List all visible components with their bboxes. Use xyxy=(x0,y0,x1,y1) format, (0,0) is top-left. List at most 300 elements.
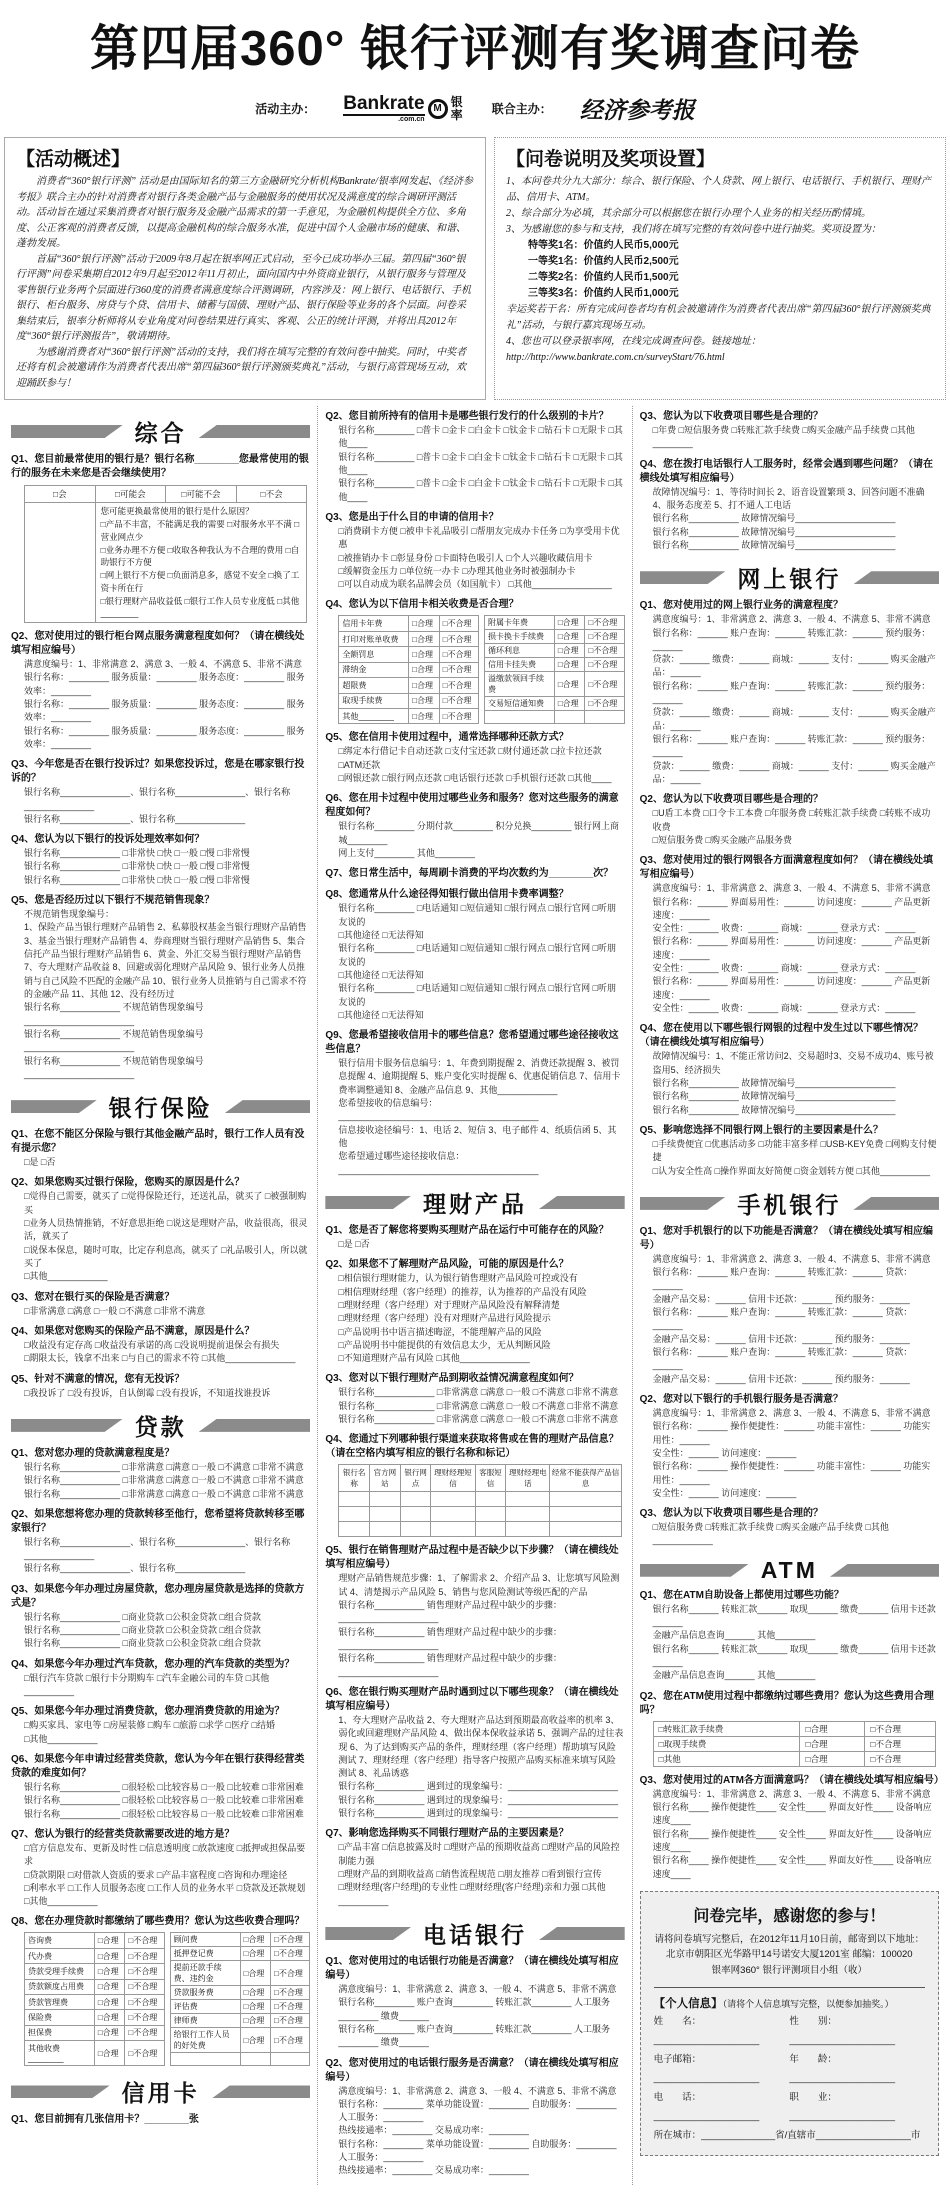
checkbox-option-line[interactable]: □其他__________ xyxy=(24,1896,98,1907)
question-title: Q4、您在使用以下哪些银行网银的过程中发生过以下哪些情况？（请在横线处填写相应编号） xyxy=(639,1023,923,1049)
fee-unreasonable-cell[interactable]: □不合理 xyxy=(125,1979,164,1994)
grid-fill-cell[interactable] xyxy=(550,1492,621,1507)
fee-row xyxy=(25,1979,165,1994)
fill-in-line[interactable]: 银行名称______________、银行名称______________、银行名称______________ xyxy=(24,1536,291,1561)
grid-fill-cell[interactable] xyxy=(475,1522,506,1537)
fee-reasonable-cell[interactable]: □合理 xyxy=(94,2025,125,2040)
checkbox-option-line[interactable]: □手续费便宜 □优惠活动多 □功能丰富多样 □USB-KEY免费 □网购支付便捷 xyxy=(652,1138,937,1163)
prize-line: 一等奖1名：价值约人民币2,500元 xyxy=(527,256,679,267)
section-title: 银行保险 xyxy=(108,1095,213,1122)
question-title: Q4、您在拨打电话银行人工服务时，经常会遇到哪些问题？（请在横线处填写相应编号） xyxy=(639,458,933,484)
fill-in-line[interactable]: 银行名称：______ 操作便捷性：______ 功能丰富性：______ 功能实用性：______ xyxy=(652,1421,931,1445)
fill-in-line[interactable]: 银行名称：______ 界面易用性：______ 访问速度：______ 产品更新速度：______ xyxy=(652,896,931,920)
fee-row xyxy=(339,631,479,646)
grid-fill-cell[interactable] xyxy=(431,1522,475,1537)
checkbox-option-line[interactable]: □短信服务费 □转账汇款手续费 □购买金融产品手续费 □其他____________ xyxy=(652,1522,889,1546)
fill-in-line[interactable]: 银行名称______ 转账汇款______ 取现______ 缴费______ 信用卡还款______ xyxy=(652,1643,936,1667)
instruction-line: 2、综合部分为必填，其余部分可以根据您在银行办理个人业务的相关经历酌情填。 xyxy=(505,208,871,219)
fill-in-line[interactable]: 银行名称____ 操作便捷性____ 安全性____ 界面友好性____ 设备响应速度____ xyxy=(652,1801,932,1826)
fill-in-line[interactable]: 银行名称____ 操作便捷性____ 安全性____ 界面友好性____ 设备响应速度____ xyxy=(652,1828,932,1852)
personal-field[interactable]: 姓 名：____________________ xyxy=(653,2015,760,2046)
checkbox-option-line[interactable]: 银行名称____________ □很轻松 □比较容易 □一般 □比较难 □非常困难 xyxy=(24,1808,304,1819)
fill-in-line[interactable]: 银行名称__________ 销售理财产品过程中缺少的步骤：____________________ xyxy=(338,1626,562,1650)
fee-tables xyxy=(338,615,624,724)
fill-in-line[interactable]: 银行名称：______ 账户查询：______ 转账汇款：______ 贷款：______ xyxy=(652,1267,913,1291)
fee-unreasonable-cell[interactable]: □不合理 xyxy=(271,1933,310,1947)
checkbox-option-line[interactable]: □产品不丰富，不能满足我的需要 □对服务水平不满 □营业网点少 xyxy=(100,519,300,542)
grid-fill-cell[interactable] xyxy=(431,1507,475,1522)
question xyxy=(325,867,624,881)
checkbox-option-line[interactable]: □是 □否 xyxy=(24,1157,56,1168)
fill-in-line[interactable]: 贷款：______ 缴费：______ 商城：______ 支付：______ 购买金融产品：______ xyxy=(652,760,936,784)
fill-in-line[interactable]: 热线接通率：________ 交易成功率：________ xyxy=(338,2125,529,2136)
checkbox-option-line[interactable]: 银行名称____________ □非常快 □快 □一般 □慢 □非常慢 xyxy=(24,861,250,872)
checkbox-option-line[interactable]: 银行名称________ □普卡 □金卡 □白金卡 □钛金卡 □钻石卡 □无限卡 □其他____ xyxy=(338,478,623,502)
fee-unreasonable-cell[interactable]: □不合理 xyxy=(439,616,478,631)
question-title: Q8、您在办理贷款时都缴纳了哪些费用？您认为这些收费合理吗？ xyxy=(11,1916,305,1928)
fee-reasonable-cell[interactable]: □合理 xyxy=(554,658,585,672)
question-title: Q7、影响您选择购买不同银行理财产品的主要因素是？ xyxy=(325,1828,569,1840)
fee-reasonable-cell[interactable]: □合理 xyxy=(240,1961,271,1986)
fill-in-line[interactable]: 银行名称__________ 遇到过的现象编号：______________________ xyxy=(338,1781,619,1792)
fee-reasonable-cell[interactable]: □合理 xyxy=(554,697,585,711)
checkbox-option-line[interactable]: □网上银行不方便 □负面消息多，感觉不安全 □换了工资卡所在行 xyxy=(100,570,300,593)
fill-in-line[interactable]: 您希望通过哪些途径接收信息：________________________________________ xyxy=(338,1151,539,1175)
checkbox-option-line[interactable]: □相信理财经理（客户经理）的推荐，认为推荐的产品没有风险 xyxy=(338,1286,587,1297)
checkbox-option-line[interactable]: □年费 □短信服务费 □转账汇款手续费 □购买金融产品手续费 □其他________ xyxy=(652,425,915,449)
grid-fill-cell[interactable] xyxy=(475,1507,506,1522)
fill-in-line[interactable]: 您希望接收的信息编号：________________________________________ xyxy=(338,1098,539,1122)
grid-fill-cell[interactable] xyxy=(370,1522,401,1537)
fill-in-line[interactable]: 金融产品信息查询______ 其他________ xyxy=(652,1630,816,1641)
fee-unreasonable-cell[interactable]: □不合理 xyxy=(585,672,624,697)
section-bar-left-decoration xyxy=(11,2085,110,2098)
fee-name-cell: 循环利息 xyxy=(485,644,555,658)
checkbox-option-line[interactable]: □我投诉了 □没有投诉，自认倒霉 □没有投诉，不知道找谁投诉 xyxy=(24,1387,271,1398)
fill-in-line[interactable]: 金融产品交易：______ 信用卡还款：______ 预约服务：______ xyxy=(652,1293,910,1304)
checkbox-option-line[interactable]: □收益没有定存高 □收益没有承诺的高 □没说明提前退保会有损失 xyxy=(24,1339,280,1350)
personal-field[interactable]: 电子邮箱：____________________ xyxy=(653,2053,760,2084)
fee-reasonable-cell[interactable]: □合理 xyxy=(554,644,585,658)
fill-in-line[interactable]: 银行名称__________ 故障情况编号____________________ xyxy=(652,1091,896,1102)
checkbox-option-line[interactable]: □业务办理不方便 □收取各种我认为不合理的费用 □自助银行不方便 xyxy=(100,544,300,568)
checkbox-option-line[interactable]: 银行名称________ □普卡 □金卡 □白金卡 □钛金卡 □钻石卡 □无限卡 □其他____ xyxy=(338,451,623,475)
checkbox-option-line[interactable]: □被推销办卡 □彰显身份 □卡面特色吸引人 □个人兴趣收藏信用卡 xyxy=(338,552,593,563)
checkbox-option-line[interactable]: 银行名称____________ □非常满意 □满意 □一般 □不满意 □非常不满意 xyxy=(24,1475,304,1486)
atm-fee-table xyxy=(653,1721,936,1767)
checkbox-option-line[interactable]: 银行名称____________ □非常满意 □满意 □一般 □不满意 □非常不满意 xyxy=(338,1400,619,1411)
checkbox-option-line[interactable]: □官方信息发布、更新及时性 □信息透明度 □放款速度 □抵押或担保品要求 xyxy=(24,1842,306,1867)
fill-in-line[interactable]: 银行名称__________ 销售理财产品过程中缺少的步骤：____________________ xyxy=(338,1600,562,1624)
fee-reasonable-cell[interactable]: □合理 xyxy=(94,1933,125,1948)
question-title: Q4、您认为以下信用卡相关收费是否合理？ xyxy=(325,599,519,611)
fee-row xyxy=(170,2053,310,2066)
fee-unreasonable-cell[interactable]: □不合理 xyxy=(865,1736,936,1751)
checkbox-option-line[interactable]: □其他途径 □无法得知 xyxy=(338,969,424,980)
checkbox-option-line[interactable]: □消费刷卡方便 □被申卡礼品吸引 □帮朋友完成办卡任务 □为享受用卡优惠 xyxy=(338,525,620,550)
choice-option-cell[interactable]: □会 xyxy=(25,486,96,503)
checkbox-option-line[interactable]: 银行名称____________ □商业贷款 □公积金贷款 □组合贷款 xyxy=(24,1638,261,1649)
grid-fill-cell[interactable] xyxy=(550,1507,621,1522)
fee-reasonable-cell[interactable]: □合理 xyxy=(94,1964,125,1979)
fee-reasonable-cell[interactable]: □合理 xyxy=(800,1751,865,1766)
checkbox-option-line[interactable]: 银行名称____________ □很轻松 □比较容易 □一般 □比较难 □非常困难 xyxy=(24,1781,304,1792)
fee-unreasonable-cell[interactable]: □不合理 xyxy=(439,678,478,693)
section-bar-left-decoration xyxy=(325,1196,411,1209)
fill-in-line[interactable]: 银行名称________ 分期付款________ 积分兑换________ 银行网上商城________ xyxy=(338,821,619,845)
fee-unreasonable-cell[interactable]: □不合理 xyxy=(585,616,624,630)
checkbox-option-line[interactable]: □理财经理（客户经理）没有对理财产品进行风险提示 xyxy=(338,1313,551,1324)
bankrate-name: Bankrate xyxy=(343,93,425,115)
fee-reasonable-cell[interactable]: □合理 xyxy=(554,616,585,630)
fee-row xyxy=(25,1964,165,1979)
fill-in-line[interactable]: 银行名称__________ 故障情况编号____________________ xyxy=(652,539,896,550)
fee-reasonable-cell[interactable]: □合理 xyxy=(409,693,440,708)
grid-fill-cell[interactable] xyxy=(506,1507,550,1522)
personal-info-heading: 【个人信息】 xyxy=(653,1997,723,2010)
question-title: Q5、您是否经历过以下银行不规范销售现象？ xyxy=(11,895,215,907)
checkbox-option-line[interactable]: □不知道理财产品有风险 □其他______________ xyxy=(338,1353,530,1364)
checkbox-option-line[interactable]: □U盾工本费 □口令卡工本费 □年服务费 □转账汇款手续费 □转账不成功收费 xyxy=(652,808,931,832)
city-field-line[interactable]: 所在城市：______________省/直辖市__________________市 xyxy=(653,2129,921,2141)
checkbox-option-line[interactable]: □非常满意 □满意 □一般 □不满意 □非常不满意 xyxy=(24,1305,206,1316)
grid-fill-cell[interactable] xyxy=(339,1522,370,1537)
grid-fill-cell[interactable] xyxy=(400,1522,431,1537)
column-3 xyxy=(632,406,946,2185)
fee-unreasonable-cell[interactable]: □不合理 xyxy=(439,647,478,662)
fill-in-line[interactable]: 银行名称__________ 故障情况编号____________________ xyxy=(652,513,896,524)
fee-unreasonable-cell[interactable]: □不合理 xyxy=(125,1964,164,1979)
section-header-网上银行 xyxy=(640,561,939,594)
fee-reasonable-cell[interactable]: □合理 xyxy=(240,1947,271,1961)
personal-info-heading-row xyxy=(654,1994,925,2012)
grid-fill-cell[interactable] xyxy=(550,1522,621,1537)
fee-reasonable-cell[interactable]: □合理 xyxy=(94,1979,125,1994)
question-title: Q1、您在ATM自助设备上都使用过哪些功能？ xyxy=(639,1589,844,1601)
checkbox-option-line[interactable]: □产品丰富 □信息披露及时 □理财产品的预期收益高 □理财产品的风险控制能力强 xyxy=(338,1842,620,1866)
checkbox-option-line[interactable]: □其他____________ xyxy=(24,1271,108,1282)
checkbox-option-line[interactable]: □认为安全性高 □操作界面友好简便 □资金划转方便 □其他__________ xyxy=(652,1165,930,1176)
personal-field[interactable]: 年 龄：____________________ xyxy=(789,2053,895,2084)
fill-in-line[interactable]: 银行名称：______ 账户查询：______ 转账汇款：______ 预约服务：______ xyxy=(652,734,931,758)
fee-unreasonable-cell[interactable]: □不合理 xyxy=(865,1721,936,1736)
fill-in-line[interactable]: 金融产品交易：______ 信用卡还款：______ 预约服务：______ xyxy=(652,1373,910,1384)
fill-in-line[interactable]: 网上支付________ 其他________ xyxy=(338,848,475,858)
grid-header-row xyxy=(339,1465,621,1492)
personal-field[interactable]: 电 话：____________________ xyxy=(653,2091,760,2122)
question-title: Q2、如果您想将您办理的贷款转移至他行，您希望将贷款转移至哪家银行？ xyxy=(11,1508,305,1534)
fee-reasonable-cell[interactable]: □合理 xyxy=(240,2014,271,2028)
fee-unreasonable-cell[interactable]: □不合理 xyxy=(271,2028,310,2053)
fill-in-line[interactable]: 银行名称：________ 菜单功能设置：________ 自助服务：________ 人工服务：________ xyxy=(338,2098,617,2123)
fill-in-line[interactable]: 银行名称：______ 账户查询：______ 转账汇款：______ 贷款：______ xyxy=(652,1307,913,1331)
fee-reasonable-cell[interactable]: □合理 xyxy=(800,1736,865,1751)
fill-in-line[interactable]: 银行名称______________、银行名称______________ xyxy=(24,1563,246,1574)
fee-name-cell[interactable]: 其他________ xyxy=(339,708,409,723)
fee-name-cell: 贷款额度占用费 xyxy=(25,1979,95,1994)
question-title: Q4、您通过下列哪种银行渠道来获取将售或在售的理财产品信息？（请在空格内填写相应的银行名称和标记） xyxy=(325,1434,619,1460)
fill-in-line[interactable]: 贷款：______ 缴费：______ 商城：______ 支付：______ 购买金融产品：______ xyxy=(652,707,936,731)
question-title: Q4、您认为以下银行的投诉处理效率如何？ xyxy=(11,834,205,846)
intro-boxes xyxy=(4,137,946,400)
question xyxy=(325,511,624,592)
fill-in-line[interactable]: 银行名称__________ 销售理财产品过程中缺少的步骤：____________________ xyxy=(338,1653,562,1677)
fill-in-line[interactable]: 银行名称：________ 服务质量：________ 服务态度：________ 服务效率：________ xyxy=(24,725,305,749)
fee-name-cell: 附属卡年费 xyxy=(485,616,555,630)
grid-fill-cell[interactable] xyxy=(370,1507,401,1522)
personal-field[interactable]: 性 别：____________________ xyxy=(789,2015,895,2046)
fee-row xyxy=(339,616,479,631)
fill-in-line[interactable]: 银行信用卡服务信息编号：1、年费到期提醒 2、消费还款提醒 3、被罚息提醒 4、逾期提醒 5、账户变化实时提醒 6、优惠促销信息 7、信用卡费率调整通知 8、金融产品信息 9、其他____________ xyxy=(338,1058,621,1095)
fill-in-line[interactable]: 银行名称____ 操作便捷性____ 安全性____ 界面友好性____ 设备响应速度____ xyxy=(652,1855,932,1879)
question xyxy=(11,1828,310,1909)
checkbox-option-line[interactable]: □贷款期限 □对借款人资质的要求 □产品丰富程度 □咨询和办理途径 xyxy=(24,1869,288,1880)
fee-reasonable-cell[interactable]: □合理 xyxy=(94,2010,125,2025)
fee-reasonable-cell[interactable]: □合理 xyxy=(94,1994,125,2009)
fee-name-cell[interactable]: □转账汇款手续费 xyxy=(653,1721,800,1736)
fee-reasonable-cell[interactable]: □合理 xyxy=(240,1933,271,1947)
checkbox-option-line[interactable]: □觉得自己需要，就买了 □觉得保险还行，还送礼品，就买了 □被强制购买 xyxy=(24,1191,307,1215)
fill-in-line[interactable]: 贷款：______ 缴费：______ 商城：______ 支付：______ 购买金融产品：______ xyxy=(652,654,936,678)
fill-in-line[interactable]: 银行名称：________ 服务质量：________ 服务态度：________ 服务效率：________ xyxy=(24,698,305,723)
grid-fill-cell[interactable] xyxy=(339,1492,370,1507)
checkbox-option-line[interactable]: □相信银行理财能力，认为银行销售理财产品风险可控或没有 xyxy=(338,1273,578,1284)
question xyxy=(325,1224,624,1251)
fee-unreasonable-cell[interactable]: □不合理 xyxy=(271,2014,310,2028)
section-header-理财产品 xyxy=(325,1186,624,1219)
fill-in-line[interactable]: 安全性：______ 收费：______ 商城：______ 登录方式：______ xyxy=(652,1003,916,1013)
fill-in-line[interactable]: 安全性：______ 访问速度：______ xyxy=(652,1487,797,1498)
checkbox-option-line[interactable]: □网银还款 □银行网点还款 □电话银行还款 □手机银行还款 □其他____ xyxy=(338,773,612,784)
fee-unreasonable-cell[interactable]: □不合理 xyxy=(439,693,478,708)
fee-row xyxy=(25,1933,165,1948)
fill-in-line[interactable]: 银行名称：______ 账户查询：______ 转账汇款：______ 预约服务：______ xyxy=(652,627,931,651)
choice-option-cell[interactable]: □可能会 xyxy=(95,486,166,503)
fill-in-line[interactable]: 银行名称__________ 故障情况编号____________________ xyxy=(652,526,896,537)
column-1 xyxy=(4,406,317,2185)
grid-fill-cell[interactable] xyxy=(400,1492,431,1507)
fill-in-line[interactable]: 银行名称__________ 遇到过的现象编号：______________________ xyxy=(338,1794,619,1805)
fill-in-line[interactable]: 银行名称：______ 界面易用性：______ 访问速度：______ 产品更新速度：______ xyxy=(652,936,931,960)
fee-reasonable-cell[interactable]: □合理 xyxy=(409,708,440,723)
question xyxy=(11,1176,310,1283)
grid-fill-cell[interactable] xyxy=(400,1507,431,1522)
fee-unreasonable-cell[interactable]: □不合理 xyxy=(585,630,624,644)
fill-in-line[interactable]: 银行名称：________ 服务质量：________ 服务态度：________ 服务效率：________ xyxy=(24,672,305,696)
fee-unreasonable-cell[interactable]: □不合理 xyxy=(585,697,624,711)
personal-field-row xyxy=(654,2012,925,2050)
fill-in-line[interactable]: 银行名称：______ 界面易用性：______ 访问速度：______ 产品更新速度：______ xyxy=(652,976,931,1000)
checkbox-option-line[interactable]: □银行汽车贷款 □银行卡分期购车 □汽车金融公司的车贷 □其他__________ xyxy=(24,1672,270,1696)
checkbox-option-line[interactable]: □理财产品的到期收益高 □销售流程规范 □朋友推荐 □看到银行宣传 xyxy=(338,1869,602,1879)
checkbox-option-line[interactable]: □绑定本行借记卡自动还款 □支付宝还款 □财付通还款 □拉卡拉还款 □ATM还款 xyxy=(338,746,602,770)
fee-reasonable-cell[interactable]: □合理 xyxy=(409,662,440,677)
fill-in-line[interactable]: 银行名称______________、银行名称______________ xyxy=(24,813,246,824)
fee-reasonable-cell[interactable]: □合理 xyxy=(94,1948,125,1963)
fee-reasonable-cell[interactable]: □合理 xyxy=(240,2028,271,2053)
checkbox-option-line[interactable]: □银行理财产品收益低 □银行工作人员专业度低 □其他________ xyxy=(100,595,300,619)
fee-name-cell: 咨询费 xyxy=(25,1933,95,1948)
fee-name-cell: 顾问费 xyxy=(170,1933,240,1947)
checkbox-option-line[interactable]: □理财经理（客户经理）对于理财产品风险没有解释清楚 xyxy=(338,1299,560,1310)
fee-unreasonable-cell[interactable]: □不合理 xyxy=(585,644,624,658)
checkbox-option-line[interactable]: □利率水平 □工作人员服务态度 □工作人员的业务水平 □贷款及还款规划 xyxy=(24,1882,306,1893)
fee-name-cell: 交易短信通知费 xyxy=(485,697,555,711)
checkbox-option-line[interactable]: □理财经理(客户经理)的专业性 □理财经理(客户经理)亲和力强 □其他__________ xyxy=(338,1882,606,1906)
fee-row xyxy=(339,678,479,693)
fill-in-line[interactable]: 金融产品信息查询______ 其他________ xyxy=(652,1670,816,1681)
fill-in-line[interactable]: 银行名称__________ 故障情况编号____________________ xyxy=(652,1077,896,1088)
fee-reasonable-cell[interactable]: □合理 xyxy=(800,1721,865,1736)
checkbox-option-line[interactable]: 银行名称____________ □非常满意 □满意 □一般 □不满意 □非常不满意 xyxy=(24,1461,304,1472)
checkbox-option-line[interactable]: □可以自动成为联名品牌会员（如国航卡） □其他________________ xyxy=(338,579,612,590)
personal-field[interactable]: 职 业：____________________ xyxy=(789,2091,895,2122)
fill-in-line[interactable]: 金融产品交易：______ 信用卡还款：______ 预约服务：______ xyxy=(652,1333,910,1344)
fee-unreasonable-cell[interactable]: □不合理 xyxy=(439,708,478,723)
checkbox-option-line[interactable]: 银行名称____________ □非常快 □快 □一般 □慢 □非常慢 xyxy=(24,848,250,859)
checkbox-option-line[interactable]: 银行名称____________ □很轻松 □比较容易 □一般 □比较难 □非常困难 xyxy=(24,1795,304,1806)
fee-reasonable-cell[interactable]: □合理 xyxy=(94,2041,125,2066)
checkbox-option-line[interactable]: □购买家具、家电等 □房屋装修 □购车 □旅游 □求学 □医疗 □结婚 xyxy=(24,1720,276,1731)
fee-row xyxy=(170,2014,310,2028)
fee-reasonable-cell[interactable]: □合理 xyxy=(240,1986,271,2000)
fee-name-cell[interactable]: □取现手续费 xyxy=(653,1736,800,1751)
checkbox-option-line[interactable]: 银行名称____________ □商业贷款 □公积金贷款 □组合贷款 xyxy=(24,1625,261,1636)
question-title: Q6、如果您今年申请过经营类贷款，您认为今年在银行获得经营类贷款的难度如何？ xyxy=(11,1753,305,1779)
fill-in-line[interactable]: 银行名称______ 转账汇款______ 取现______ 缴费______ 信用卡还款______ xyxy=(652,1603,936,1628)
checkbox-option-line[interactable]: 银行名称________ □电话通知 □短信通知 □银行网点 □银行官网 □听朋友说的 xyxy=(338,903,617,927)
mailing-address-line: 银率网360° 银行评测项目小组（收） xyxy=(711,1965,867,1977)
checkbox-option-line[interactable]: 银行名称____________ □非常满意 □满意 □一般 □不满意 □非常不满意 xyxy=(338,1387,619,1398)
question xyxy=(325,792,624,860)
checkbox-option-line[interactable]: □缓解资金压力 □单位统一办卡 □办理其他业务时被强制办卡 xyxy=(338,565,576,576)
checkbox-option-line[interactable]: □期限太长，钱拿不出来 □与自己的需求不符 □其他______________ xyxy=(24,1353,296,1364)
section-title: 贷款 xyxy=(134,1413,187,1440)
fill-in-line[interactable]: 银行名称：______ 操作便捷性：______ 功能丰富性：______ 功能实用性：______ xyxy=(652,1461,931,1485)
fee-reasonable-cell[interactable]: □合理 xyxy=(409,678,440,693)
fill-in-line[interactable]: 银行名称________ 账户查询________ 转账汇款________ 人工服务________ 缴费______ xyxy=(338,2023,610,2048)
checkbox-option-line[interactable]: □其他途径 □无法得知 xyxy=(338,929,424,940)
fill-in-line[interactable]: 银行名称________ 账户查询________ 转账汇款________ 人工服务________ 缴费______ xyxy=(338,1997,610,2021)
fee-unreasonable-cell[interactable]: □不合理 xyxy=(125,2041,164,2066)
fee-reasonable-cell[interactable]: □合理 xyxy=(554,672,585,697)
question xyxy=(325,1686,624,1821)
grid-header-cell: 银行网点 xyxy=(400,1465,431,1492)
checkbox-option-line[interactable]: 银行名称________ □电话通知 □短信通知 □银行网点 □银行官网 □听朋友说的 xyxy=(338,943,617,967)
question-title: Q2、如果您购买过银行保险，您购买的原因是什么？ xyxy=(11,1177,245,1189)
fill-in-line[interactable]: 安全性：______ 收费：______ 商城：______ 登录方式：______ xyxy=(652,923,916,934)
section-title: 综合 xyxy=(134,420,187,446)
fee-reasonable-cell[interactable]: □合理 xyxy=(409,616,440,631)
fee-unreasonable-cell[interactable]: □不合理 xyxy=(271,1961,310,1986)
checkbox-option-line[interactable]: □其他__________ xyxy=(24,1733,98,1744)
fill-in-line[interactable]: 银行名称__________ 遇到过的现象编号：______________________ xyxy=(338,1808,619,1819)
note-line: 满意度编号：1、非常满意 2、满意 3、一般 4、不满意 5、非常不满意 xyxy=(652,614,931,625)
fee-name-cell: 提前还款手续费、违约金 xyxy=(170,1961,240,1986)
question-title: Q7、您认为银行的经营类贷款需要改进的地方是？ xyxy=(11,1828,235,1840)
fee-name-cell[interactable]: □其他 xyxy=(653,1751,800,1766)
fill-in-line[interactable]: 银行名称__________ 故障情况编号____________________ xyxy=(652,1104,896,1115)
fill-in-line[interactable]: 银行名称____________ 不规范销售现象编号______________________ xyxy=(24,1055,204,1079)
question xyxy=(640,1589,939,1683)
section-title: 电话银行 xyxy=(423,1921,527,1948)
fee-unreasonable-cell[interactable]: □不合理 xyxy=(125,1994,164,2009)
checkbox-option-line[interactable]: □业务人员热情推销，不好意思拒绝 □说这是理财产品，收益很高，很灵活，就买了 xyxy=(24,1218,308,1242)
checkbox-option-line[interactable]: □是 □否 xyxy=(338,1238,370,1249)
fill-in-line[interactable]: 银行名称：______ 账户查询：______ 转账汇款：______ 预约服务：______ xyxy=(652,680,931,705)
section-title: ATM xyxy=(760,1556,818,1583)
choice-option-cell[interactable]: □可能不会 xyxy=(166,486,237,503)
checkbox-option-line[interactable]: 银行名称________ □普卡 □金卡 □白金卡 □钛金卡 □钻石卡 □无限卡 □其他____ xyxy=(338,425,623,449)
fee-unreasonable-cell[interactable]: □不合理 xyxy=(271,2000,310,2014)
fee-name-cell: 滞纳金 xyxy=(339,662,409,677)
checkbox-option-line[interactable]: 银行名称____________ □商业贷款 □公积金贷款 □组合贷款 xyxy=(24,1611,261,1622)
question-title: Q2、如果您不了解理财产品风险，可能的原因是什么？ xyxy=(325,1259,569,1271)
checkbox-option-line[interactable]: 银行名称____________ □非常满意 □满意 □一般 □不满意 □非常不满意 xyxy=(24,1488,304,1499)
empty-cell xyxy=(25,503,96,623)
fee-unreasonable-cell[interactable]: □不合理 xyxy=(125,1933,164,1948)
checkbox-option-line[interactable]: □产品说明书中语言描述晦涩，不能理解产品的风险 xyxy=(338,1326,542,1337)
section-bar-right-decoration xyxy=(853,571,939,584)
fee-unreasonable-cell[interactable]: □不合理 xyxy=(439,662,478,677)
fee-unreasonable-cell[interactable]: □不合理 xyxy=(585,658,624,672)
checkbox-option-line[interactable]: 银行名称________ □电话通知 □短信通知 □银行网点 □银行官网 □听朋友说的 xyxy=(338,983,617,1007)
question-title: Q4、如果您今年办理过汽车贷款，您办理的汽车贷款的类型为？ xyxy=(11,1658,295,1670)
fee-name-cell[interactable]: 其他收费________ xyxy=(25,2041,95,2066)
fill-in-line[interactable]: 银行名称____________ 不规范销售现象编号______________________ xyxy=(24,1028,204,1053)
fee-unreasonable-cell[interactable]: □不合理 xyxy=(439,631,478,646)
fee-unreasonable-cell[interactable]: □不合理 xyxy=(125,2010,164,2025)
checkbox-option-line[interactable]: □其他途径 □无法得知 xyxy=(338,1009,424,1020)
fee-unreasonable-cell[interactable]: □不合理 xyxy=(271,1986,310,2000)
fee-reasonable-cell[interactable]: □合理 xyxy=(409,631,440,646)
fill-in-line[interactable]: 银行名称：______ 账户查询：______ 转账汇款：______ 贷款：______ xyxy=(652,1347,913,1371)
grid-fill-cell[interactable] xyxy=(370,1492,401,1507)
grid-fill-cell[interactable] xyxy=(475,1492,506,1507)
fill-in-line[interactable]: 热线接通率：________ 交易成功率：________ xyxy=(338,2165,529,2176)
fee-unreasonable-cell[interactable]: □不合理 xyxy=(865,1751,936,1766)
checkbox-option-line[interactable]: 银行名称____________ □非常快 □快 □一般 □慢 □非常慢 xyxy=(24,874,250,885)
checkbox-option-line[interactable]: □产品说明书中能提供的有效信息太少，无从判断风险 xyxy=(338,1339,551,1350)
fill-in-line[interactable]: 银行名称____________ 不规范销售现象编号______________________ xyxy=(24,1002,204,1026)
fill-in-line[interactable]: 银行名称______________、银行名称______________、银行名称______________ xyxy=(24,787,291,811)
fill-in-line[interactable]: 安全性：______ 收费：______ 商城：______ 登录方式：______ xyxy=(652,963,916,974)
fee-unreasonable-cell[interactable]: □不合理 xyxy=(271,1947,310,1961)
fee-name-cell: 溢缴款领回手续费 xyxy=(485,672,555,697)
co-sponsor-logo: 经济参考报 xyxy=(579,97,695,124)
fee-reasonable-cell[interactable]: □合理 xyxy=(240,2000,271,2014)
grid-fill-cell[interactable] xyxy=(506,1492,550,1507)
fee-row xyxy=(485,658,625,672)
checkbox-option-line[interactable]: □短信服务费 □购买金融产品服务费 xyxy=(652,834,793,845)
fill-in-line[interactable]: 安全性：______ 访问速度：______ xyxy=(652,1447,797,1458)
fee-unreasonable-cell[interactable]: □不合理 xyxy=(125,2025,164,2040)
grid-fill-cell[interactable] xyxy=(339,1507,370,1522)
grid-fill-cell[interactable] xyxy=(506,1522,550,1537)
fee-reasonable-cell[interactable]: □合理 xyxy=(409,647,440,662)
choice-option-cell[interactable]: □不会 xyxy=(236,486,307,503)
fee-reasonable-cell[interactable]: □合理 xyxy=(554,630,585,644)
fee-unreasonable-cell[interactable]: □不合理 xyxy=(125,1948,164,1963)
fee-row xyxy=(339,647,479,662)
fill-in-line[interactable]: 银行名称：________ 菜单功能设置：________ 自助服务：________ 人工服务：________ xyxy=(338,2138,617,2163)
note-line: 满意度编号：1、非常满意 2、满意 3、一般 4、不满意 5、非常不满意 xyxy=(338,1983,617,1994)
fee-row xyxy=(170,1961,310,1986)
grid-fill-cell[interactable] xyxy=(431,1492,475,1507)
checkbox-option-line[interactable]: □说保本保息，随时可取，比定存利息高，就买了 □礼品吸引人，所以就买了 xyxy=(24,1244,308,1268)
checkbox-option-line[interactable]: 银行名称____________ □非常满意 □满意 □一般 □不满意 □非常不满意 xyxy=(338,1414,619,1425)
note-line: 满意度编号：1、非常满意 2、满意 3、一般 4、不满意 5、非常不满意 xyxy=(652,883,931,894)
